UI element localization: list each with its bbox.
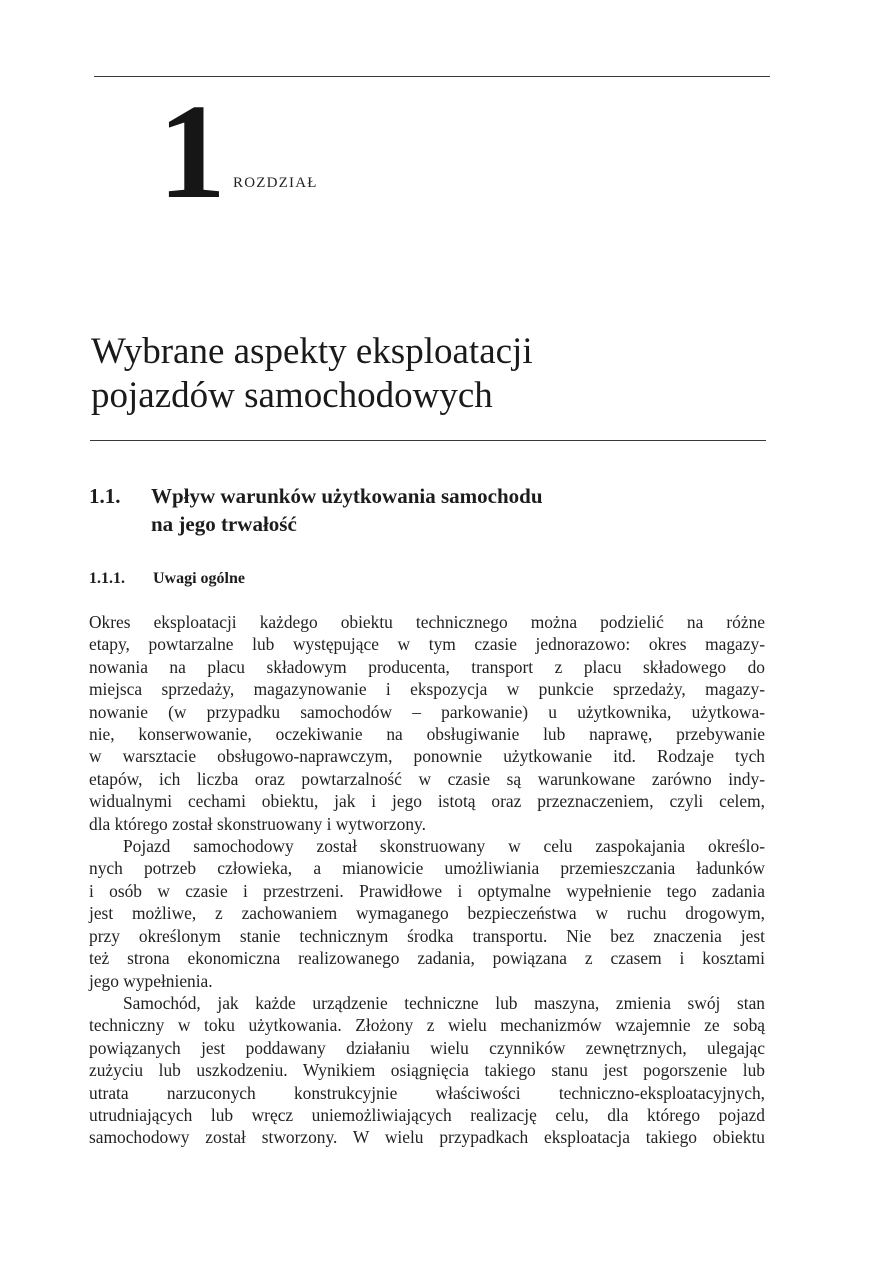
section-number: 1.1. xyxy=(89,484,121,508)
body-line: nowanie (w przypadku samochodów – parkowanie) u użytkownika, użytkowa- xyxy=(89,701,765,722)
body-line: dla którego został skonstruowany i wytworzony. xyxy=(89,813,426,834)
chapter-number: 1 xyxy=(158,77,224,227)
body-line: utrudniających lub wręcz uniemożliwiających realizację celu, dla którego pojazd xyxy=(89,1104,765,1125)
body-line: etapy, powtarzalne lub występujące w tym czasie jednorazowo: okres magazy- xyxy=(89,634,765,655)
subsection-title: Uwagi ogólne xyxy=(153,570,245,587)
body-line: w warsztacie obsługowo-naprawczym, ponownie użytkowanie itd. Rodzaje tych xyxy=(89,746,765,767)
section-title xyxy=(151,482,751,538)
body-line: utrata narzuconych konstrukcyjnie właściwości techniczno-eksploatacyjnych, xyxy=(89,1082,765,1103)
chapter-title xyxy=(91,330,771,418)
body-line: nych potrzeb człowieka, a mianowicie umożliwiania przemieszczania ładunków xyxy=(89,858,765,879)
section-title-line: Wpływ warunków użytkowania samochodu xyxy=(151,484,543,508)
body-line: samochodowy został stworzony. W wielu przypadkach eksploatacja takiego obiektu xyxy=(89,1127,765,1148)
chapter-title-line: pojazdów samochodowych xyxy=(91,375,493,416)
section-title-line: na jego trwałość xyxy=(151,512,297,536)
chapter-title-line: Wybrane aspekty eksploatacji xyxy=(91,331,533,372)
body-line: jest możliwe, z zachowaniem wymaganego bezpieczeństwa w ruchu drogowym, xyxy=(89,903,765,924)
body-line: Samochód, jak każde urządzenie techniczne lub maszyna, zmienia swój stan xyxy=(123,992,765,1013)
body-line: powiązanych jest poddawany działaniu wielu czynników zewnętrznych, ulegając xyxy=(89,1037,765,1058)
body-line: przy określonym stanie technicznym środka transportu. Nie bez znaczenia jest xyxy=(89,925,765,946)
body-line: i osób w czasie i przestrzeni. Prawidłowe i optymalne wypełnienie tego zadania xyxy=(89,880,765,901)
body-line: nie, konserwowanie, oczekiwanie na obsługiwanie lub naprawę, przebywanie xyxy=(89,724,765,745)
body-line: miejsca sprzedaży, magazynowanie i ekspozycja w punkcie sprzedaży, magazy- xyxy=(89,679,765,700)
body-line: techniczny w toku użytkowania. Złożony z wielu mechanizmów wzajemnie ze sobą xyxy=(89,1015,765,1036)
body-text xyxy=(89,611,765,1149)
body-line: zużyciu lub uszkodzeniu. Wynikiem osiągnięcia takiego stanu jest pogorszenie lub xyxy=(89,1060,765,1081)
title-rule xyxy=(90,440,766,441)
body-line: widualnymi cechami obiektu, jak i jego istotą oraz przeznaczeniem, czyli celem, xyxy=(89,791,765,812)
subsection-number: 1.1.1. xyxy=(89,570,125,587)
body-line: nowania na placu składowym producenta, transport z placu składowego do xyxy=(89,656,765,677)
body-line: Okres eksploatacji każdego obiektu technicznego można podzielić na różne xyxy=(89,612,765,632)
chapter-label: ROZDZIAŁ xyxy=(233,175,318,191)
body-line: etapów, ich liczba oraz powtarzalność w czasie są warunkowane zarówno indy- xyxy=(89,768,765,789)
body-line: jego wypełnienia. xyxy=(89,970,213,991)
body-line: też strona ekonomiczna realizowanego zadania, powiązana z czasem i kosztami xyxy=(89,948,765,969)
body-line: Pojazd samochodowy został skonstruowany w celu zaspokajania określo- xyxy=(123,836,765,857)
subsection-heading xyxy=(89,570,245,588)
